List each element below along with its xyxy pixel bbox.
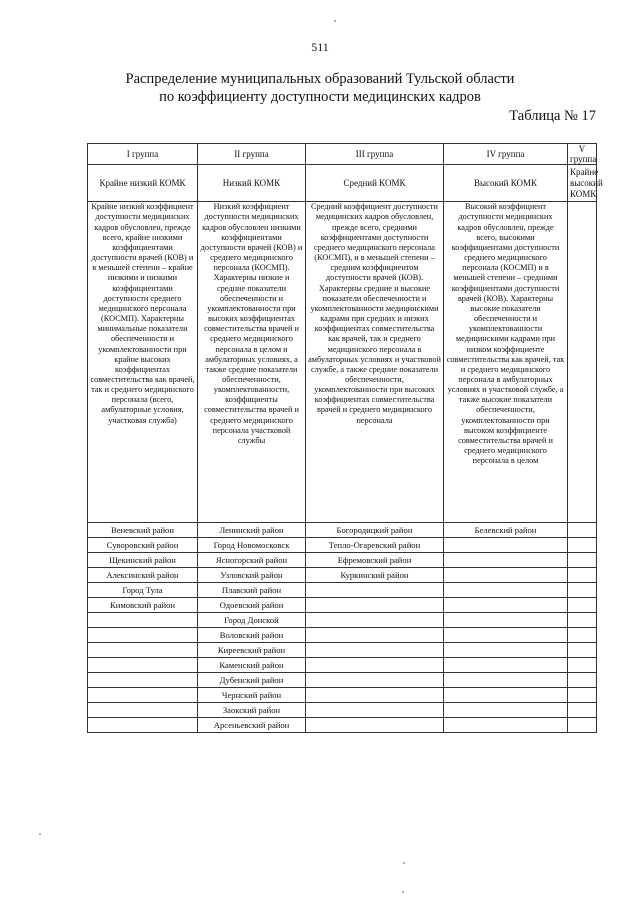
district-row: [88, 598, 597, 613]
description-4: Высокий коэффициент доступности медицинских кадров обусловлен, прежде всего, высокими коэффициентами доступности среднего медицинского персонала (КОСМП) и в меньшей степени – средними коэффициентами доступности врачей (КОВ). Характерны высокие показатели обеспеченности и укомплектованности медицинскими кадрами при низком коэффициенте совместительства как врачей, так и среднего медицинского персонала в амбулаторных условиях и участковой службе, а также высокие показатели обеспеченности, укомплектованности при высоком коэффициенте совместительства врачей и среднего медицинского персонала в целом: [444, 202, 568, 523]
district-cell: [88, 628, 198, 643]
district-cell: [568, 643, 597, 658]
group-header-2: II группа: [198, 144, 306, 165]
level-2: Низкий КОМК: [198, 165, 306, 202]
scan-speck: [402, 891, 404, 893]
level-5: Крайне высокий КОМК: [568, 165, 597, 202]
district-row: [88, 703, 597, 718]
district-cell: [568, 718, 597, 733]
district-cell: Суворовский район: [88, 538, 198, 553]
district-cell: [306, 703, 444, 718]
district-cell: [568, 688, 597, 703]
district-cell: [306, 613, 444, 628]
district-cell: [568, 703, 597, 718]
district-cell: [444, 568, 568, 583]
district-cell: [306, 718, 444, 733]
district-cell: Ефремовский район: [306, 553, 444, 568]
district-cell: [444, 538, 568, 553]
district-cell: [568, 613, 597, 628]
district-cell: [568, 553, 597, 568]
level-row: [88, 165, 597, 202]
group-header-1: I группа: [88, 144, 198, 165]
district-row: [88, 658, 597, 673]
district-cell: Ленинский район: [198, 523, 306, 538]
district-cell: [444, 658, 568, 673]
description-5: [568, 202, 597, 523]
district-row: [88, 643, 597, 658]
district-cell: [568, 568, 597, 583]
district-row: [88, 673, 597, 688]
district-cell: Воловский район: [198, 628, 306, 643]
district-cell: [444, 718, 568, 733]
district-cell: [88, 613, 198, 628]
district-cell: Арсеньевский район: [198, 718, 306, 733]
title-line-2: по коэффициенту доступности медицинских кадров: [159, 89, 481, 105]
district-cell: Чернский район: [198, 688, 306, 703]
district-cell: Киреевский район: [198, 643, 306, 658]
scan-speck: [403, 862, 405, 864]
description-row: [88, 202, 597, 523]
level-3: Средний КОМК: [306, 165, 444, 202]
district-cell: Дубенский район: [198, 673, 306, 688]
district-cell: [568, 598, 597, 613]
district-cell: Богородицкий район: [306, 523, 444, 538]
district-cell: [444, 688, 568, 703]
district-cell: [306, 628, 444, 643]
district-cell: Кимовский район: [88, 598, 198, 613]
group-header-4: IV группа: [444, 144, 568, 165]
district-cell: Алексинский район: [88, 568, 198, 583]
district-cell: [444, 598, 568, 613]
description-2: Низкий коэффициент доступности медицинских кадров обусловлен низкими коэффициентами доступности врачей (КОВ) и среднего медицинского персонала (КОСМП). Характерны низкие и средние показатели обеспеченности и укомплектованности при высоких коэффициентах совместительства врачей и среднего медицинского персонала в целом и амбулаторных условиях, а также средние показатели обеспеченности, укомплектованности, коэффициенты совместительства врачей и среднего медицинского персонала участковой службы: [198, 202, 306, 523]
group-header-5: V группа: [568, 144, 597, 165]
district-cell: [88, 718, 198, 733]
district-cell: Город Тула: [88, 583, 198, 598]
district-cell: [444, 673, 568, 688]
district-cell: [568, 673, 597, 688]
district-cell: Узловский район: [198, 568, 306, 583]
district-row: [88, 688, 597, 703]
group-header-row: [88, 144, 597, 165]
table-label: Таблица № 17: [509, 108, 596, 124]
district-cell: [444, 628, 568, 643]
district-row: [88, 628, 597, 643]
description-3: Средний коэффициент доступности медицинских кадров обусловлен, прежде всего, средними коэффициентами доступности среднего медицинского персонала (КОСМП), и в меньшей степени – средним коэффициентом доступности врачей (КОВ). Характерны средние и высокие показатели обеспеченности и укомплектованности медицинскими кадрами при средних и низких коэффициентах совместительства как врачей, так и среднего медицинского персонала в амбулаторных условиях и участковой службе, а также средние показатели обеспеченности, укомплектованности при высоких коэффициентах совместительства врачей и среднего медицинского персонала: [306, 202, 444, 523]
district-cell: Каменский район: [198, 658, 306, 673]
group-header-3: III группа: [306, 144, 444, 165]
district-cell: Тепло-Огаревский район: [306, 538, 444, 553]
description-1: Крайне низкий коэффициент доступности медицинских кадров обусловлен, прежде всего, крайне низкими коэффициентами доступности врачей (КОВ) и в меньшей степени – крайне низкими и низкими коэффициентами доступности среднего медицинского персонала (КОСМП). Характерны минимальные показатели обеспеченности и укомплектованности при крайне высоких коэффициентах совместительства как врачей, так и среднего медицинского персонала (всего, амбулаторные условия, участковая служба): [88, 202, 198, 523]
district-cell: Щекинский район: [88, 553, 198, 568]
level-4: Высокий КОМК: [444, 165, 568, 202]
district-cell: [88, 673, 198, 688]
district-row: [88, 538, 597, 553]
district-cell: Веневский район: [88, 523, 198, 538]
district-cell: [306, 598, 444, 613]
district-cell: [444, 613, 568, 628]
district-cell: [306, 643, 444, 658]
distribution-table: [87, 143, 603, 733]
district-cell: [306, 688, 444, 703]
district-cell: Заокский район: [198, 703, 306, 718]
district-row: [88, 523, 597, 538]
title-line-1: Распределение муниципальных образований Тульской области: [125, 71, 515, 87]
district-cell: [88, 688, 198, 703]
level-1: Крайне низкий КОМК: [88, 165, 198, 202]
district-cell: [88, 703, 198, 718]
district-cell: Одоевский район: [198, 598, 306, 613]
page-number: 511: [311, 40, 329, 54]
district-cell: [306, 673, 444, 688]
document-title: [0, 70, 640, 106]
district-row: [88, 583, 597, 598]
scan-speck: [334, 20, 336, 22]
district-cell: [88, 643, 198, 658]
district-cell: [568, 628, 597, 643]
district-cell: [568, 583, 597, 598]
district-cell: Плавский район: [198, 583, 306, 598]
district-cell: [444, 703, 568, 718]
district-cell: Город Новомосковск: [198, 538, 306, 553]
district-cell: [444, 553, 568, 568]
district-cell: Ясногорский район: [198, 553, 306, 568]
district-cell: [306, 658, 444, 673]
district-cell: [568, 523, 597, 538]
district-cell: Белевский район: [444, 523, 568, 538]
district-cell: [444, 583, 568, 598]
district-cell: [568, 538, 597, 553]
scan-speck: [39, 833, 41, 835]
district-cell: Куркинский район: [306, 568, 444, 583]
district-cell: Город Донской: [198, 613, 306, 628]
district-cell: [88, 658, 198, 673]
district-row: [88, 553, 597, 568]
district-row: [88, 568, 597, 583]
district-cell: [568, 658, 597, 673]
district-row: [88, 613, 597, 628]
district-cell: [306, 583, 444, 598]
district-cell: [444, 643, 568, 658]
district-row: [88, 718, 597, 733]
